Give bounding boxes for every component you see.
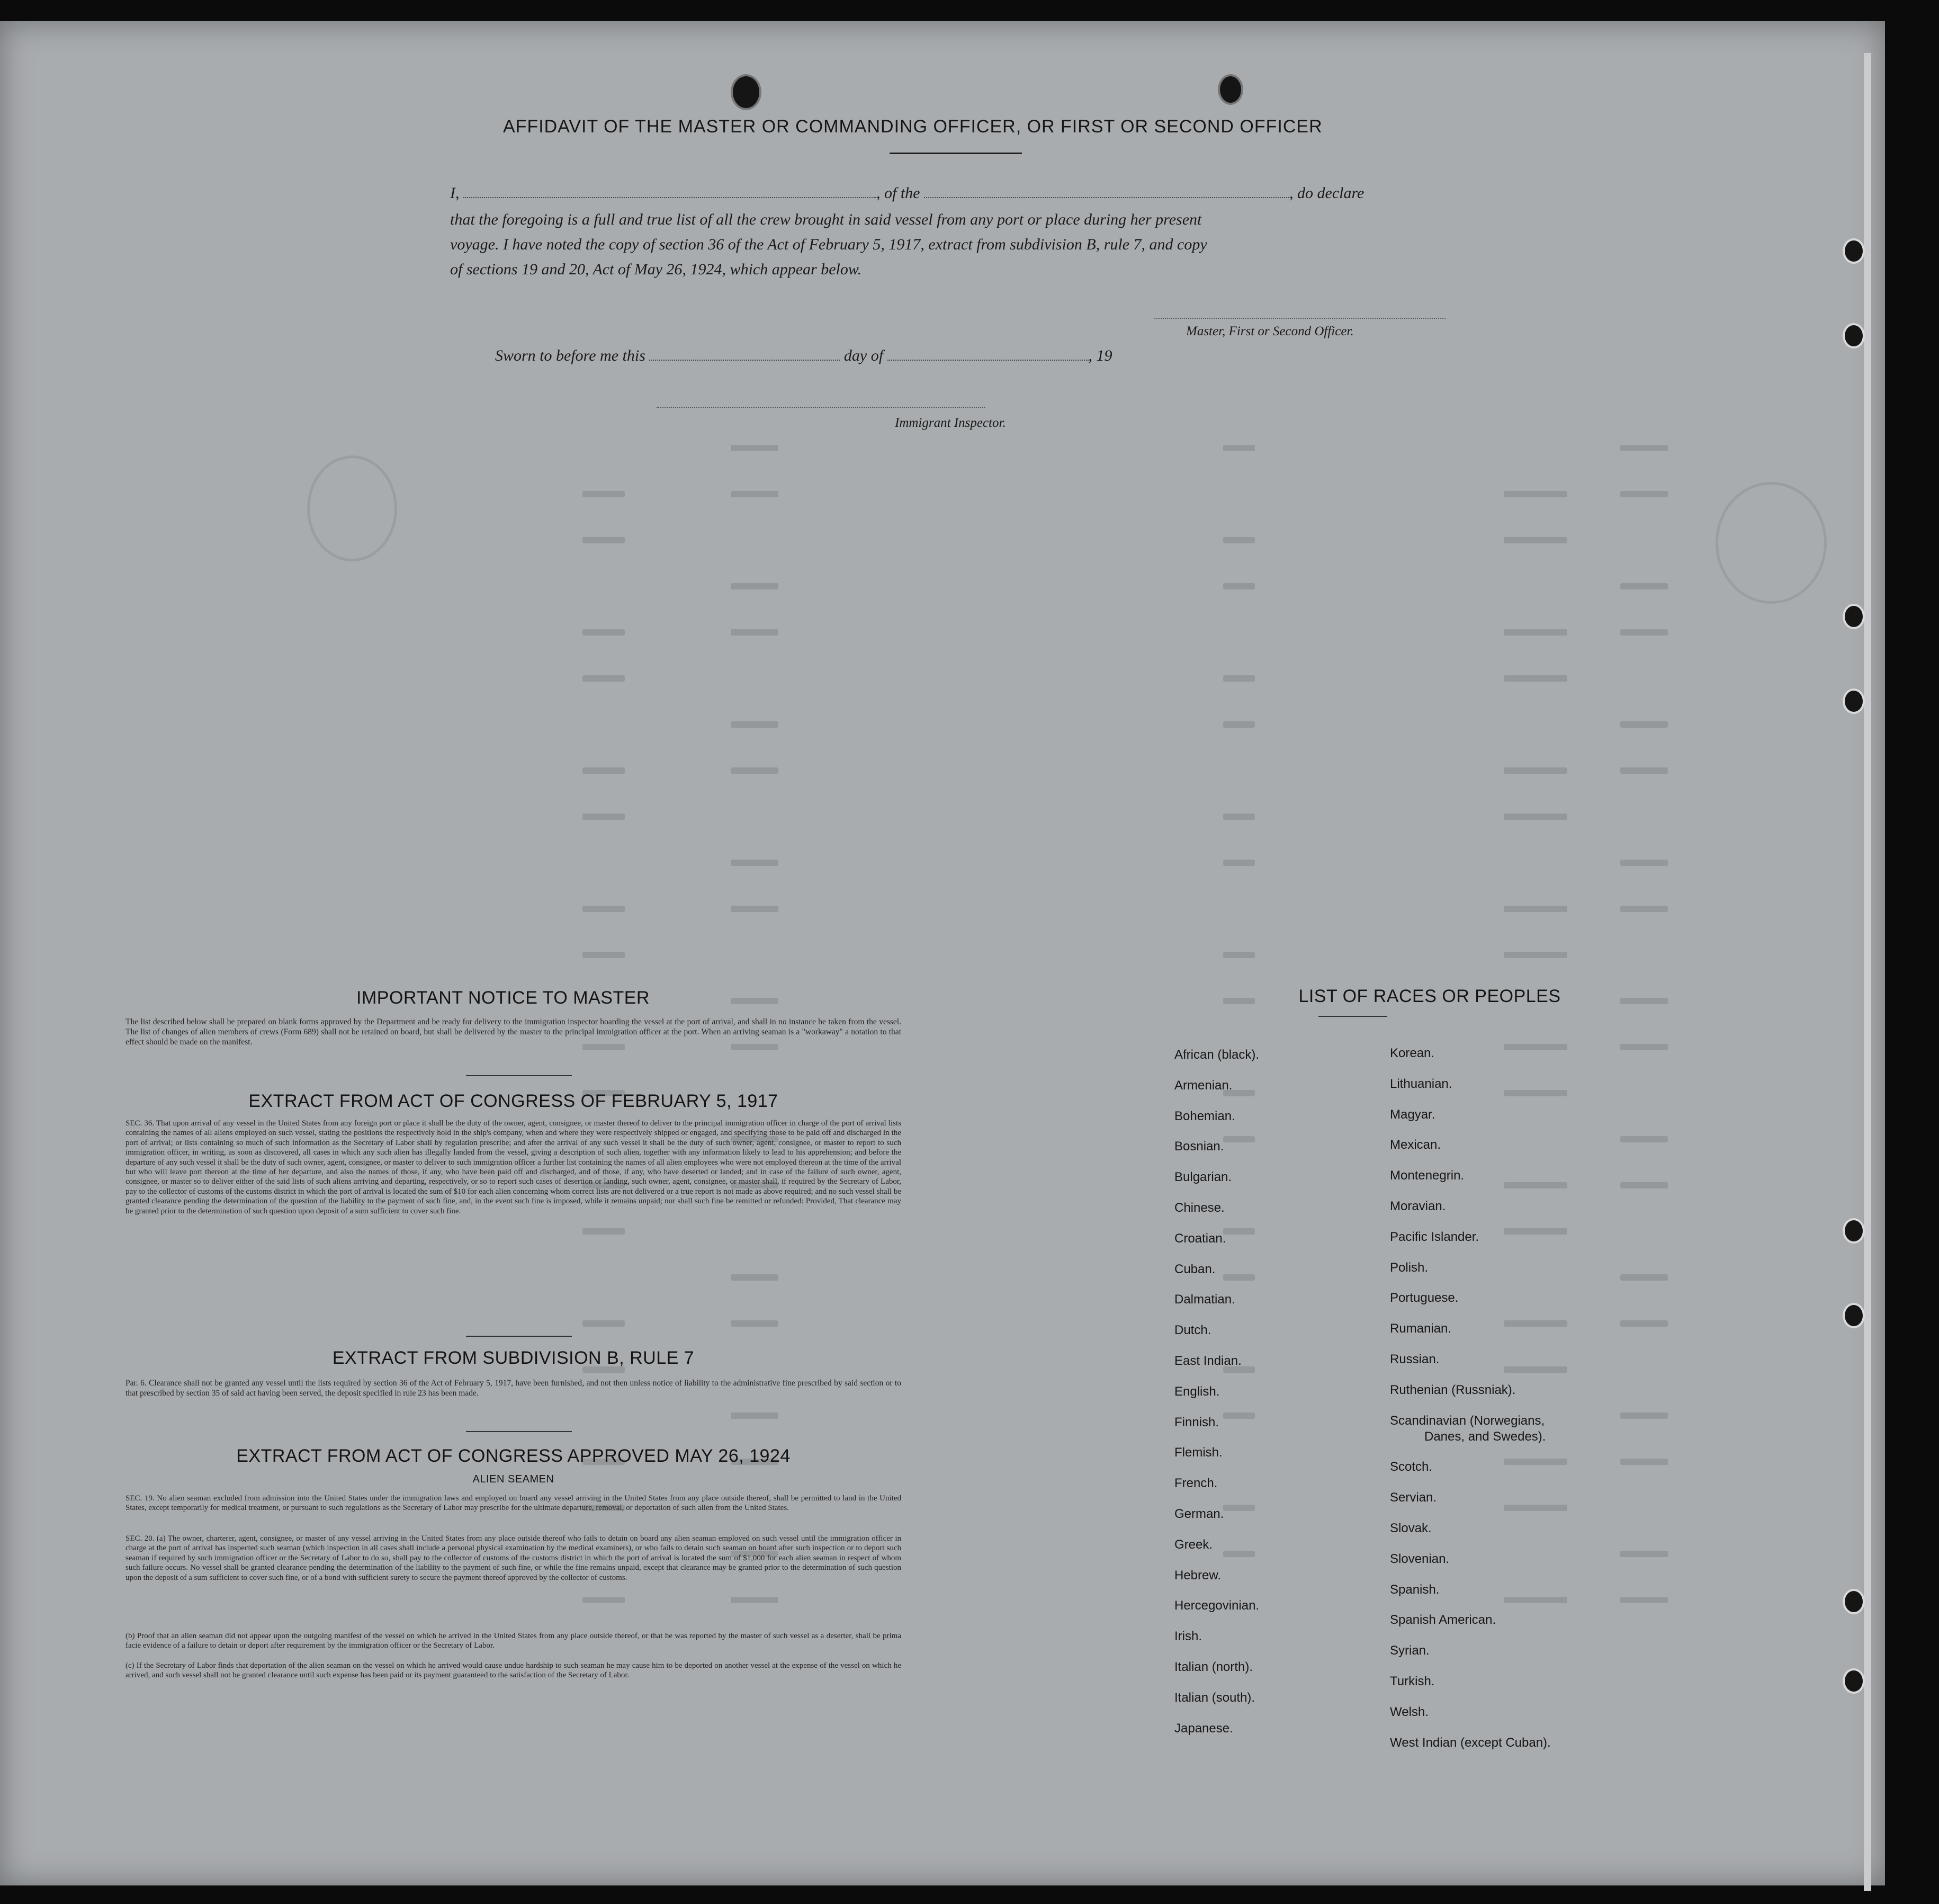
bleed-mark <box>1504 906 1567 912</box>
race-item: Welsh. <box>1390 1704 1429 1719</box>
year-text: , 19 <box>1088 347 1112 364</box>
notice-text: The list described below shall be prepared on blank forms approved by the Department and be ready for delivery to the immigration inspector boarding the vessel at the port of arrival, and shall in no instance be taken from the vessel. The list of changes of alien members of crews (Form 689) shall not be retained on board, but shall be delivered by the master to the principal immigration officer at the port. When an arriving seaman is a "workaway" a notation to that effect should be made on the manifest. <box>125 1017 901 1047</box>
sworn-text: Sworn to before me this <box>495 347 645 364</box>
bleed-mark <box>1620 721 1668 728</box>
bleed-mark <box>731 860 778 866</box>
extract-1917-heading: EXTRACT FROM ACT OF CONGRESS OF FEBRUARY 5, 1917 <box>248 1091 778 1111</box>
bleed-mark <box>1620 1044 1668 1050</box>
race-item: West Indian (except Cuban). <box>1390 1735 1551 1750</box>
bleed-mark <box>731 721 778 728</box>
race-item: French. <box>1174 1476 1218 1491</box>
master-caption: Master, First or Second Officer. <box>1186 324 1354 338</box>
affidavit-title: AFFIDAVIT OF THE MASTER OR COMMANDING OFFICER, OR FIRST OR SECOND OFFICER <box>503 117 1323 137</box>
bleed-mark <box>1504 1228 1567 1235</box>
alien-seamen-subheading: ALIEN SEAMEN <box>472 1473 554 1485</box>
race-item: Hebrew. <box>1174 1568 1222 1583</box>
extract-1924-heading: EXTRACT FROM ACT OF CONGRESS APPROVED MAY 26, 1924 <box>236 1446 791 1466</box>
bleed-mark <box>1504 1044 1567 1050</box>
race-item: Russian. <box>1390 1352 1440 1366</box>
race-item: Magyar. <box>1390 1107 1435 1122</box>
bleed-mark <box>582 1597 625 1603</box>
section-rule <box>466 1431 572 1432</box>
bleed-mark <box>731 1320 778 1327</box>
bleed-mark <box>1620 491 1668 497</box>
bleed-mark <box>1504 629 1567 636</box>
bleed-mark <box>1620 860 1668 866</box>
bleed-mark <box>582 952 625 958</box>
bleed-mark <box>582 629 625 636</box>
race-item: East Indian. <box>1174 1354 1242 1368</box>
master-signature-line[interactable] <box>1154 318 1446 319</box>
text-do-declare: , do declare <box>1289 184 1365 202</box>
bleed-mark <box>1620 1597 1668 1603</box>
bleed-mark <box>731 1413 778 1419</box>
bleed-mark <box>1620 1413 1668 1419</box>
bleed-mark <box>1504 537 1567 543</box>
bleed-mark <box>582 906 625 912</box>
race-item: Portuguese. <box>1390 1291 1459 1306</box>
race-item: Spanish. <box>1390 1582 1440 1597</box>
races-rule <box>1318 1016 1387 1017</box>
bleed-mark <box>731 906 778 912</box>
section-rule <box>466 1075 572 1076</box>
bleed-mark <box>582 537 625 543</box>
punch-mark <box>1218 74 1243 105</box>
bleed-mark <box>1620 1136 1668 1142</box>
bleed-mark <box>1504 675 1567 682</box>
bleed-mark <box>1223 1551 1255 1557</box>
sec-19-text: SEC. 19. No alien seaman excluded from admission into the United States under the immigration laws and employed on board any vessel arriving in the United States from any place outside thereof, shall be permitted to land in the United States, except temporarily for medical treatment, or pursuant to such regulations as the Secretary of Labor may prescribe for the ultimate departure, removal, or deportation of such alien from the United States. <box>125 1494 901 1513</box>
bleed-mark <box>1620 1551 1668 1557</box>
bleed-mark <box>1223 1274 1255 1281</box>
sec-20c-text: (c) If the Secretary of Labor finds that deportation of the alien seaman on the vessel on which he arrived would cause undue hardship to such seaman he may cause him to be deported on another vessel at the expense of the vessel on which he arrived, and such vessel shall not be granted clearance until such expense has been paid or its payment guaranteed to the satisfaction of the Secretary of Labor. <box>125 1661 901 1680</box>
race-item: Bosnian. <box>1174 1139 1224 1154</box>
bleed-mark <box>1504 1505 1567 1511</box>
page-edge <box>1864 53 1871 1891</box>
sec-20a-text: SEC. 20. (a) The owner, charterer, agent, consignee, or master of any vessel arriving in the United States from any place outside thereof who fails to detain on board any alien seaman employed on such vessel until the immigration officer in charge at the port of arrival has inspected such seaman (which inspection in all cases shall include a personal physical examination by the medical examiners), or who fails to detain such seaman on board after such inspection or to deport such seaman if required by such immigration officer or the Secretary of Labor to do so, shall pay to the collector of customs of the customs district in which the port of arrival is located the sum of $1,000 for each alien seaman in respect of whom such failure occurs. No vessel shall be granted clearance pending the determination of the liability to the payment of such fine, or while the fine remains unpaid, except that clearance may be granted prior to the determination of such question upon the deposit of a sum sufficient to cover such fine, or of a bond with sufficient surety to secure the payment thereof approved by the collector of customs. <box>125 1534 901 1582</box>
race-item: Dalmatian. <box>1174 1292 1235 1307</box>
bleed-mark <box>1504 767 1567 774</box>
race-item: Turkish. <box>1390 1674 1435 1688</box>
text-of-the: , of the <box>876 184 920 202</box>
bleed-mark <box>1620 1182 1668 1188</box>
bleed-mark <box>1620 1320 1668 1327</box>
day-blank[interactable] <box>649 360 840 361</box>
race-item: Moravian. <box>1390 1199 1446 1213</box>
notice-heading: IMPORTANT NOTICE TO MASTER <box>356 988 650 1008</box>
binding-hole <box>1843 1668 1865 1694</box>
bleed-mark <box>582 1320 625 1327</box>
bleed-stamp-left <box>307 455 397 561</box>
bleed-mark <box>1504 1366 1567 1373</box>
affidavit-line-4: of sections 19 and 20, Act of May 26, 1924, which appear below. <box>450 261 862 278</box>
bleed-mark <box>1223 1505 1255 1511</box>
binding-hole <box>1843 689 1865 714</box>
rule-7-heading: EXTRACT FROM SUBDIVISION B, RULE 7 <box>332 1348 695 1368</box>
race-item: Bulgarian. <box>1174 1170 1232 1185</box>
bleed-mark <box>1223 860 1255 866</box>
sec-20b-text: (b) Proof that an alien seaman did not appear upon the outgoing manifest of the vessel on which he arrived in the United States from any place outside thereof, or that he was reported by the master of such vessel as a deserter, shall be prima facie evidence of a failure to detain or deport after requirement by the immigration officer or the Secretary of Labor. <box>125 1632 901 1650</box>
vessel-blank[interactable] <box>924 197 1289 198</box>
race-item: African (black). <box>1174 1048 1260 1062</box>
inspector-signature-line[interactable] <box>657 407 985 408</box>
bleed-stamp-right <box>1716 482 1827 604</box>
bleed-mark <box>731 491 778 497</box>
affidavit-line-3: voyage. I have noted the copy of section 36 of the Act of February 5, 1917, extract from subdivision B, rule 7, and copy <box>450 236 1207 253</box>
race-item: Spanish American. <box>1390 1613 1496 1628</box>
race-item: Mexican. <box>1390 1138 1441 1152</box>
bleed-mark <box>1223 1228 1255 1235</box>
bleed-mark <box>582 491 625 497</box>
punch-mark <box>731 74 761 110</box>
section-rule <box>466 1336 572 1337</box>
race-item: Greek. <box>1174 1537 1213 1552</box>
race-item: Slovenian. <box>1390 1551 1450 1566</box>
bleed-mark <box>1504 491 1567 497</box>
race-item: Irish. <box>1174 1629 1202 1644</box>
race-item: Bohemian. <box>1174 1109 1235 1123</box>
race-item: English. <box>1174 1384 1220 1399</box>
bleed-mark <box>731 445 778 451</box>
bleed-mark <box>731 629 778 636</box>
bleed-mark <box>1620 1459 1668 1465</box>
bleed-mark <box>1620 767 1668 774</box>
bleed-mark <box>1504 1090 1567 1096</box>
inspector-caption: Immigrant Inspector. <box>895 416 1006 430</box>
bleed-mark <box>1620 906 1668 912</box>
binding-hole <box>1843 323 1865 348</box>
bleed-mark <box>731 1274 778 1281</box>
bleed-mark <box>1504 1182 1567 1188</box>
bleed-mark <box>1223 445 1255 451</box>
binding-hole <box>1843 238 1865 264</box>
race-item: Chinese. <box>1174 1201 1225 1215</box>
race-item: Armenian. <box>1174 1078 1233 1093</box>
affidavit-line-1 <box>450 184 1488 202</box>
race-item: Servian. <box>1390 1490 1437 1505</box>
bleed-mark <box>582 767 625 774</box>
sworn-line <box>495 347 1289 365</box>
race-item: Croatian. <box>1174 1231 1226 1246</box>
race-item: Montenegrin. <box>1390 1168 1465 1183</box>
extract-1917-text: SEC. 36. That upon arrival of any vessel in the United States from any foreign port or place it shall be the duty of the owner, agent, consignee, or master thereof to deliver to the principal immigration officer in charge of the port of arrival lists containing the names of all aliens employed on such vessel, stating the positions the respectively hold in the ship's company, when and where they were respectively shipped or engaged, and specifying those to be paid off and discharged in the port of arrival; or lists containing so much of such information as the Secretary of Labor shall by regulation prescribe; and after the arrival of any such vessel it shall be the duty of such owner, agent, consignee, or master to report to such immigration officer, in writing, as soon as discovered, all cases in which any such alien has illegally landed from the vessel, giving a description of such alien, together with any information likely to lead to his apprehension; and before the departure of any such vessel it shall be the duty of such owner, agent, consignee, or master to deliver to such immigration officer a further list containing the names of all alien employees who were not employed thereon at the time of the arrival but who will leave port thereon at the time of her departure, and also the names of those, if any, who have been paid off and discharged, and of those, if any, who have deserted or landed; and in case of the failure of such owner, agent, consignee, or master so to deliver either of the said lists of such aliens arriving and departing, respectively, or so to report such cases of desertion or landing, such owner, agent, consignee, or master shall, if required by the Secretary of Labor, pay to the collector of customs of the customs district in which the port of arrival is located the sum of $10 for each alien concerning whom correct lists are not delivered or a true report is not made as above required; and no such vessel shall be granted clearance pending the determination of the question of the liability to the payment of such fine, and, in the event such fine is imposed, while it remains unpaid; nor shall such fine be remitted or refunded: Provided, That clearance may be granted prior to the determination of such question upon deposit of a sum sufficient to cover such fine. <box>125 1119 901 1215</box>
bleed-mark <box>1504 814 1567 820</box>
race-item: German. <box>1174 1507 1224 1521</box>
race-item: Dutch. <box>1174 1323 1211 1338</box>
affidavit-line-2: that the foregoing is a full and true list of all the crew brought in said vessel from any port or place during her present <box>450 211 1202 228</box>
races-heading: LIST OF RACES OR PEOPLES <box>1298 986 1561 1006</box>
race-item: Lithuanian. <box>1390 1076 1452 1091</box>
title-rule <box>890 153 1022 154</box>
rule-7-text: Par. 6. Clearance shall not be granted any vessel until the lists required by section 36 of the Act of February 5, 1917, have been furnished, and not then unless notice of liability to the administrative fine prescribed by said section or to that prescribed by section 35 of said act having been served, the deposit specified in rule 23 has been made. <box>125 1379 901 1398</box>
bleed-mark <box>582 1228 625 1235</box>
race-item: Korean. <box>1390 1046 1435 1060</box>
bleed-mark <box>1223 583 1255 589</box>
race-item: Italian (north). <box>1174 1660 1253 1674</box>
bleed-mark <box>1223 1413 1255 1419</box>
bleed-mark <box>1223 952 1255 958</box>
race-item: Japanese. <box>1174 1721 1233 1736</box>
bleed-mark <box>1223 675 1255 682</box>
document-sheet <box>0 21 1885 1885</box>
race-item: Slovak. <box>1390 1521 1432 1535</box>
bleed-mark <box>1223 814 1255 820</box>
bleed-mark <box>731 583 778 589</box>
race-item: Polish. <box>1390 1260 1429 1275</box>
race-item: Hercegovinian. <box>1174 1598 1260 1613</box>
bleed-mark <box>1223 537 1255 543</box>
binding-hole <box>1843 1303 1865 1328</box>
race-item: Ruthenian (Russniak). <box>1390 1382 1516 1397</box>
name-blank[interactable] <box>463 197 876 198</box>
binding-hole <box>1843 1218 1865 1244</box>
bleed-mark <box>582 675 625 682</box>
bleed-mark <box>1620 629 1668 636</box>
race-item: Italian (south). <box>1174 1690 1255 1705</box>
binding-hole <box>1843 1589 1865 1614</box>
bleed-mark <box>1504 1459 1567 1465</box>
race-item: Scandinavian (Norwegians, <box>1390 1413 1545 1428</box>
race-item: Flemish. <box>1174 1445 1223 1460</box>
bleed-mark <box>1620 583 1668 589</box>
race-item: Scotch. <box>1390 1460 1433 1474</box>
race-item: Pacific Islander. <box>1390 1229 1479 1244</box>
bleed-mark <box>1504 1320 1567 1327</box>
race-item: Danes, and Swedes). <box>1424 1429 1546 1444</box>
race-item: Rumanian. <box>1390 1321 1452 1336</box>
bleed-mark <box>582 814 625 820</box>
month-blank[interactable] <box>887 360 1089 361</box>
race-item: Syrian. <box>1390 1643 1430 1658</box>
day-of-text: day of <box>843 347 884 364</box>
bleed-mark <box>1504 952 1567 958</box>
text-i: I, <box>450 184 460 202</box>
binding-hole <box>1843 604 1865 629</box>
bleed-mark <box>1504 1597 1567 1603</box>
bleed-mark <box>1223 721 1255 728</box>
bleed-mark <box>1620 1274 1668 1281</box>
bleed-mark <box>731 1597 778 1603</box>
race-item: Cuban. <box>1174 1262 1216 1276</box>
bleed-mark <box>731 767 778 774</box>
bleed-mark <box>1620 445 1668 451</box>
race-item: Finnish. <box>1174 1415 1219 1429</box>
bleed-mark <box>1223 1136 1255 1142</box>
